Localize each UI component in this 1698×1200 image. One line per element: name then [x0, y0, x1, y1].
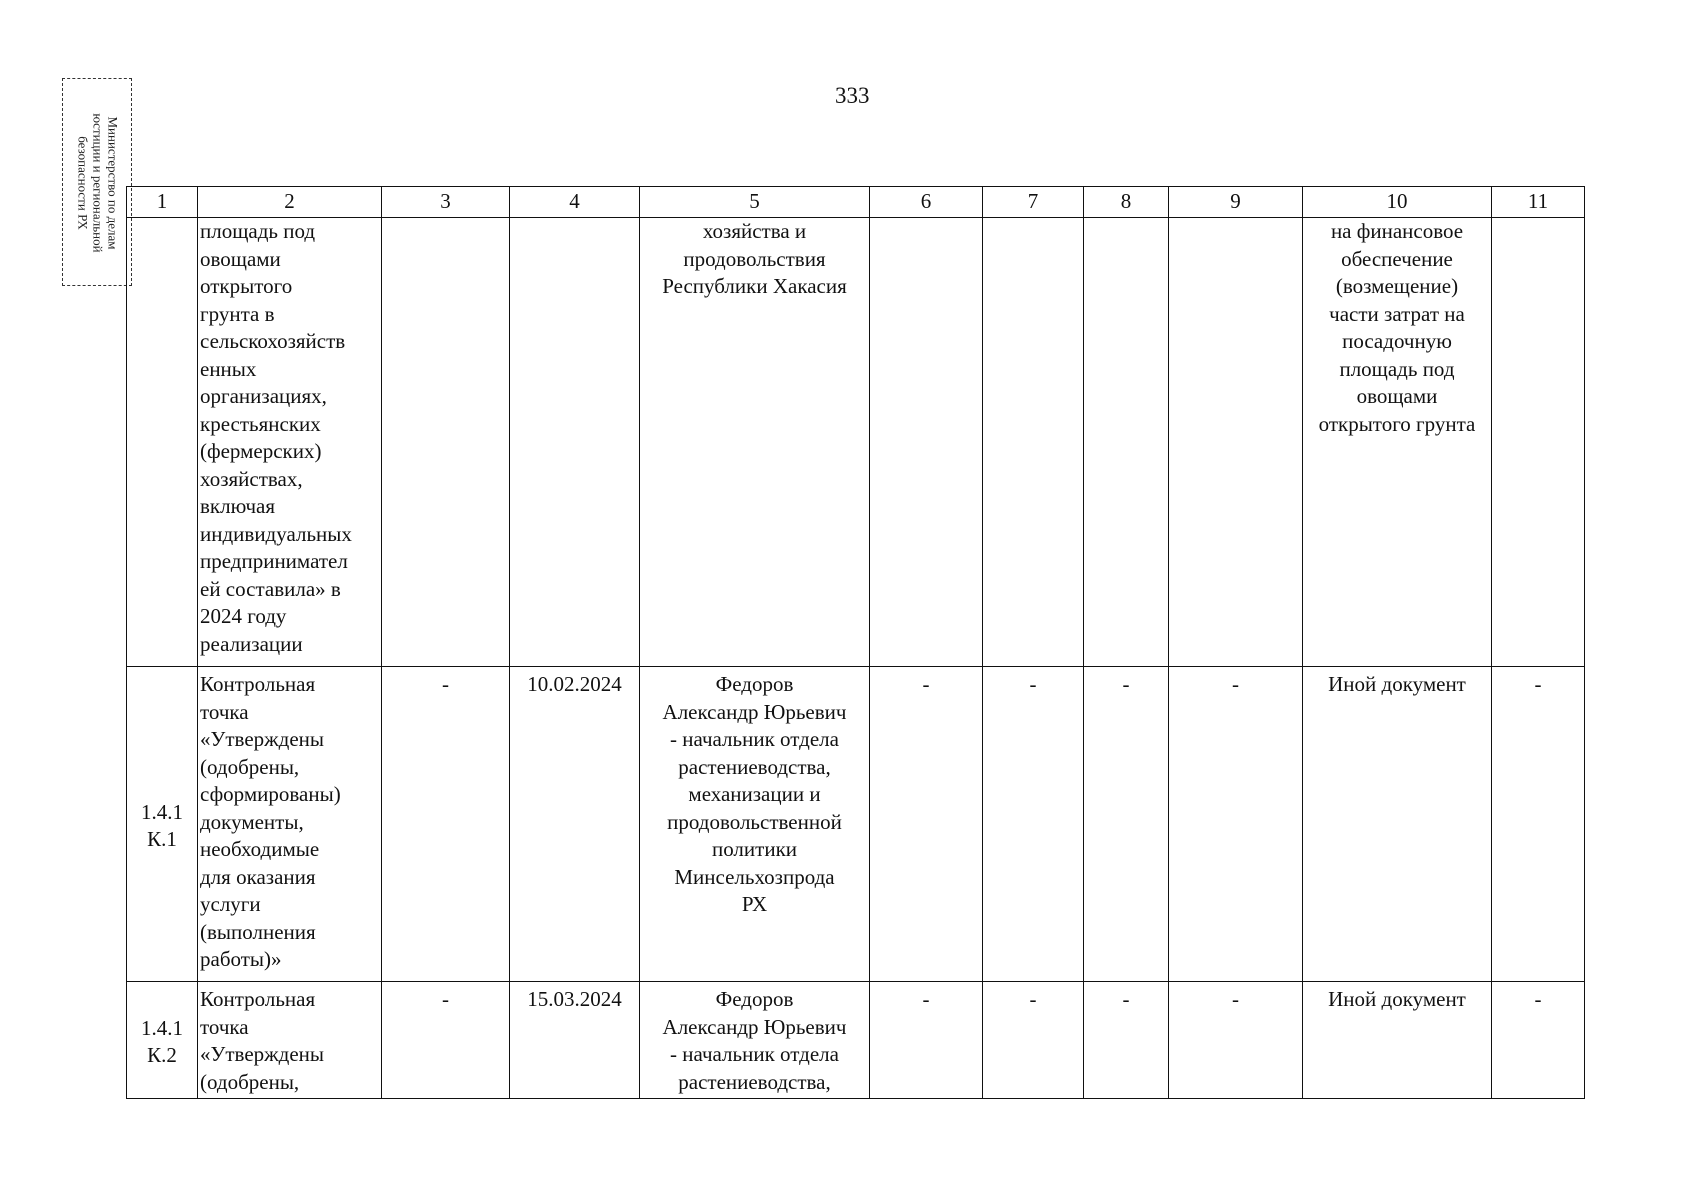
table-cell: - [983, 982, 1084, 1099]
page-number: 333 [835, 83, 870, 108]
column-header: 10 [1303, 187, 1492, 218]
table-cell: - [1084, 667, 1169, 982]
table-cell: - [1492, 667, 1585, 982]
event-description: Контрольная точка «Утверждены (одобрены, сформированы) документы, необходимые для оказания услуги (выполнения работы)» [200, 672, 341, 971]
column-header: 3 [382, 187, 510, 218]
responsible-person: хозяйства и продовольствия Республики Хакасия [662, 219, 847, 298]
table-cell [1492, 218, 1585, 667]
column-header: 11 [1492, 187, 1585, 218]
table-cell: - [870, 982, 983, 1099]
table-cell: - [1169, 982, 1303, 1099]
column-header: 9 [1169, 187, 1303, 218]
table-cell [1303, 667, 1492, 982]
table-cell [127, 667, 198, 982]
column-header: 5 [640, 187, 870, 218]
table-cell [127, 982, 198, 1099]
table-cell [1084, 218, 1169, 667]
table-cell [510, 218, 640, 667]
deadline-date: 10.02.2024 [527, 672, 622, 696]
table-cell [640, 982, 870, 1099]
table-cell: - [1084, 982, 1169, 1099]
table-row [127, 218, 1585, 667]
table-cell [510, 667, 640, 982]
document-type: на финансовое обеспечение (возмещение) части затрат на посадочную площадь под овощами открытого грунта [1318, 219, 1476, 436]
table-cell [1169, 218, 1303, 667]
table-cell [382, 218, 510, 667]
table-cell [983, 218, 1084, 667]
header-row [127, 187, 1585, 218]
responsible-person: Федоров Александр Юрьевич - начальник отдела растениеводства, механизации и продовольственной политики Минсельхозпрода РХ [662, 672, 847, 916]
stamp-text: Министерство по делам юстиции и региональной безопасности РХ [75, 113, 121, 253]
table-cell [1303, 982, 1492, 1099]
table-cell [1303, 218, 1492, 667]
table-cell: - [1492, 982, 1585, 1099]
table-cell [510, 982, 640, 1099]
registration-stamp [62, 78, 132, 286]
table-cell [127, 218, 198, 667]
event-description: Контрольная точка «Утверждены (одобрены, [200, 987, 325, 1094]
responsible-person: Федоров Александр Юрьевич - начальник отдела растениеводства, [662, 987, 847, 1094]
column-header: 6 [870, 187, 983, 218]
deadline-date: 15.03.2024 [527, 987, 622, 1011]
column-header: 8 [1084, 187, 1169, 218]
column-header: 7 [983, 187, 1084, 218]
table-cell: - [1169, 667, 1303, 982]
table-cell [640, 667, 870, 982]
table-cell: - [382, 982, 510, 1099]
event-description: площадь под овощами открытого грунта в сельскохозяйств енных организациях, крестьянских (фермерских) хозяйствах, включая индивидуальных предпринимател ей составила» в 2024 году реализации [200, 219, 352, 656]
row-number: 1.4.1 К.1 [141, 799, 183, 851]
table-cell [198, 218, 382, 667]
table-cell [870, 218, 983, 667]
table-cell [640, 218, 870, 667]
table-cell: - [382, 667, 510, 982]
table-cell [198, 982, 382, 1099]
row-number: 1.4.1 К.2 [141, 1015, 183, 1067]
column-header: 1 [127, 187, 198, 218]
table-row [127, 667, 1585, 982]
column-header: 2 [198, 187, 382, 218]
table-cell: - [870, 667, 983, 982]
table-row [127, 982, 1585, 1099]
table-cell [198, 667, 382, 982]
document-type: Иной документ [1328, 672, 1466, 696]
table-cell: - [983, 667, 1084, 982]
document-type: Иной документ [1328, 987, 1466, 1011]
column-header: 4 [510, 187, 640, 218]
document-table [126, 186, 1585, 1099]
